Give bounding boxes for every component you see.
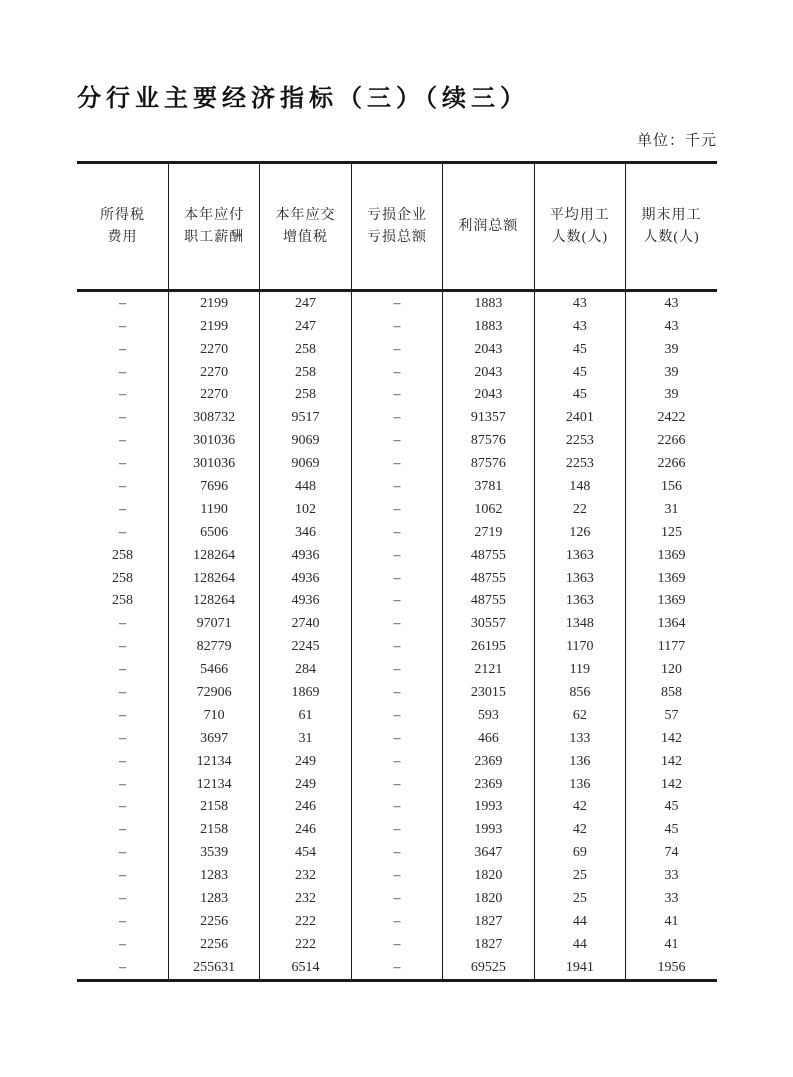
cell-income-tax-expense: – bbox=[118, 913, 126, 929]
cell-payable-vat: 6514 bbox=[260, 956, 351, 980]
cell-income-tax-expense: 258 bbox=[111, 593, 133, 609]
cell-average-employees: 25 bbox=[534, 865, 625, 888]
cell-payable-compensation: 1283 bbox=[168, 888, 259, 911]
table-row bbox=[77, 590, 717, 613]
cell-total-profit: 2121 bbox=[443, 659, 534, 682]
cell-loss-enterprise-total: – bbox=[351, 750, 442, 773]
page-title: 分行业主要经济指标（三）（续三） bbox=[77, 86, 529, 112]
cell-income-tax-expense: 258 bbox=[111, 570, 133, 586]
cell-payable-compensation: 82779 bbox=[168, 636, 259, 659]
cell-total-profit: 2043 bbox=[443, 338, 534, 361]
cell-payable-compensation: 128264 bbox=[168, 590, 259, 613]
cell-payable-vat: 222 bbox=[260, 910, 351, 933]
table-row bbox=[77, 498, 717, 521]
cell-payable-vat: 249 bbox=[260, 773, 351, 796]
cell-payable-vat: 1869 bbox=[260, 682, 351, 705]
cell-payable-vat: 232 bbox=[260, 865, 351, 888]
cell-end-period-employees: 39 bbox=[626, 338, 717, 361]
cell-end-period-employees: 1369 bbox=[626, 590, 717, 613]
cell-end-period-employees: 1364 bbox=[626, 613, 717, 636]
cell-end-period-employees: 41 bbox=[626, 933, 717, 956]
table-row bbox=[77, 291, 717, 315]
cell-payable-vat: 247 bbox=[260, 315, 351, 338]
table-row bbox=[77, 315, 717, 338]
cell-payable-vat: 246 bbox=[260, 819, 351, 842]
table-row bbox=[77, 842, 717, 865]
cell-average-employees: 136 bbox=[534, 750, 625, 773]
cell-loss-enterprise-total: – bbox=[351, 430, 442, 453]
cell-total-profit: 87576 bbox=[443, 430, 534, 453]
table-row bbox=[77, 613, 717, 636]
table-row bbox=[77, 773, 717, 796]
cell-total-profit: 23015 bbox=[443, 682, 534, 705]
table-row bbox=[77, 888, 717, 911]
cell-payable-vat: 249 bbox=[260, 750, 351, 773]
cell-end-period-employees: 2266 bbox=[626, 453, 717, 476]
cell-payable-compensation: 2199 bbox=[168, 315, 259, 338]
cell-payable-vat: 258 bbox=[260, 384, 351, 407]
cell-payable-compensation: 308732 bbox=[168, 407, 259, 430]
table-row bbox=[77, 727, 717, 750]
table-row bbox=[77, 636, 717, 659]
cell-loss-enterprise-total: – bbox=[351, 682, 442, 705]
cell-payable-vat: 258 bbox=[260, 361, 351, 384]
cell-end-period-employees: 142 bbox=[626, 750, 717, 773]
cell-loss-enterprise-total: – bbox=[351, 338, 442, 361]
table-row bbox=[77, 865, 717, 888]
cell-end-period-employees: 142 bbox=[626, 727, 717, 750]
cell-total-profit: 48755 bbox=[443, 590, 534, 613]
cell-average-employees: 43 bbox=[534, 315, 625, 338]
cell-end-period-employees: 1369 bbox=[626, 567, 717, 590]
cell-total-profit: 1993 bbox=[443, 796, 534, 819]
cell-payable-compensation: 128264 bbox=[168, 544, 259, 567]
cell-total-profit: 1062 bbox=[443, 498, 534, 521]
cell-income-tax-expense: – bbox=[118, 936, 126, 952]
cell-total-profit: 2369 bbox=[443, 773, 534, 796]
cell-loss-enterprise-total: – bbox=[351, 476, 442, 499]
table-row bbox=[77, 910, 717, 933]
cell-payable-compensation: 72906 bbox=[168, 682, 259, 705]
cell-end-period-employees: 43 bbox=[626, 315, 717, 338]
cell-end-period-employees: 858 bbox=[626, 682, 717, 705]
cell-payable-vat: 102 bbox=[260, 498, 351, 521]
cell-end-period-employees: 45 bbox=[626, 819, 717, 842]
cell-payable-vat: 247 bbox=[260, 291, 351, 315]
cell-income-tax-expense: – bbox=[118, 616, 126, 632]
cell-total-profit: 1883 bbox=[443, 291, 534, 315]
cell-loss-enterprise-total: – bbox=[351, 704, 442, 727]
cell-payable-vat: 4936 bbox=[260, 544, 351, 567]
cell-loss-enterprise-total: – bbox=[351, 842, 442, 865]
cell-total-profit: 87576 bbox=[443, 453, 534, 476]
cell-income-tax-expense: – bbox=[118, 776, 126, 792]
cell-average-employees: 44 bbox=[534, 910, 625, 933]
cell-loss-enterprise-total: – bbox=[351, 613, 442, 636]
cell-income-tax-expense: – bbox=[118, 890, 126, 906]
cell-total-profit: 3781 bbox=[443, 476, 534, 499]
cell-total-profit: 3647 bbox=[443, 842, 534, 865]
cell-payable-compensation: 2270 bbox=[168, 338, 259, 361]
cell-payable-vat: 4936 bbox=[260, 567, 351, 590]
cell-loss-enterprise-total: – bbox=[351, 773, 442, 796]
cell-payable-compensation: 128264 bbox=[168, 567, 259, 590]
cell-loss-enterprise-total: – bbox=[351, 498, 442, 521]
column-header: 利润总额 bbox=[443, 163, 534, 291]
cell-total-profit: 91357 bbox=[443, 407, 534, 430]
cell-payable-compensation: 2270 bbox=[168, 361, 259, 384]
cell-loss-enterprise-total: – bbox=[351, 956, 442, 980]
cell-payable-compensation: 7696 bbox=[168, 476, 259, 499]
cell-loss-enterprise-total: – bbox=[351, 590, 442, 613]
table-row bbox=[77, 750, 717, 773]
cell-average-employees: 25 bbox=[534, 888, 625, 911]
cell-loss-enterprise-total: – bbox=[351, 796, 442, 819]
indicators-table bbox=[77, 161, 717, 982]
cell-income-tax-expense: – bbox=[118, 295, 126, 311]
cell-loss-enterprise-total: – bbox=[351, 291, 442, 315]
cell-total-profit: 1827 bbox=[443, 933, 534, 956]
cell-payable-compensation: 2199 bbox=[168, 291, 259, 315]
cell-end-period-employees: 39 bbox=[626, 384, 717, 407]
table-row bbox=[77, 384, 717, 407]
cell-payable-vat: 9517 bbox=[260, 407, 351, 430]
cell-end-period-employees: 33 bbox=[626, 865, 717, 888]
cell-income-tax-expense: – bbox=[118, 684, 126, 700]
cell-average-employees: 42 bbox=[534, 796, 625, 819]
cell-payable-compensation: 6506 bbox=[168, 521, 259, 544]
cell-average-employees: 1170 bbox=[534, 636, 625, 659]
cell-end-period-employees: 33 bbox=[626, 888, 717, 911]
cell-average-employees: 62 bbox=[534, 704, 625, 727]
cell-payable-compensation: 255631 bbox=[168, 956, 259, 980]
cell-income-tax-expense: – bbox=[118, 730, 126, 746]
column-header: 期末用工 人数(人) bbox=[626, 163, 717, 291]
cell-payable-compensation: 2256 bbox=[168, 933, 259, 956]
cell-loss-enterprise-total: – bbox=[351, 521, 442, 544]
cell-payable-vat: 448 bbox=[260, 476, 351, 499]
cell-loss-enterprise-total: – bbox=[351, 567, 442, 590]
cell-payable-compensation: 5466 bbox=[168, 659, 259, 682]
cell-income-tax-expense: 258 bbox=[111, 547, 133, 563]
cell-payable-vat: 284 bbox=[260, 659, 351, 682]
cell-end-period-employees: 43 bbox=[626, 291, 717, 315]
cell-income-tax-expense: – bbox=[118, 959, 126, 975]
cell-total-profit: 1827 bbox=[443, 910, 534, 933]
column-header: 平均用工 人数(人) bbox=[534, 163, 625, 291]
cell-payable-compensation: 1283 bbox=[168, 865, 259, 888]
cell-total-profit: 48755 bbox=[443, 544, 534, 567]
cell-average-employees: 2253 bbox=[534, 453, 625, 476]
cell-income-tax-expense: – bbox=[118, 433, 126, 449]
cell-average-employees: 1363 bbox=[534, 590, 625, 613]
cell-payable-compensation: 12134 bbox=[168, 773, 259, 796]
cell-loss-enterprise-total: – bbox=[351, 865, 442, 888]
cell-loss-enterprise-total: – bbox=[351, 384, 442, 407]
cell-average-employees: 1363 bbox=[534, 567, 625, 590]
cell-average-employees: 856 bbox=[534, 682, 625, 705]
cell-income-tax-expense: – bbox=[118, 639, 126, 655]
cell-income-tax-expense: – bbox=[118, 868, 126, 884]
column-header: 本年应交 增值税 bbox=[260, 163, 351, 291]
cell-average-employees: 42 bbox=[534, 819, 625, 842]
cell-total-profit: 26195 bbox=[443, 636, 534, 659]
cell-average-employees: 45 bbox=[534, 338, 625, 361]
cell-loss-enterprise-total: – bbox=[351, 933, 442, 956]
cell-end-period-employees: 1369 bbox=[626, 544, 717, 567]
cell-end-period-employees: 142 bbox=[626, 773, 717, 796]
table-row bbox=[77, 956, 717, 980]
cell-loss-enterprise-total: – bbox=[351, 315, 442, 338]
cell-total-profit: 1820 bbox=[443, 865, 534, 888]
table-row bbox=[77, 476, 717, 499]
cell-income-tax-expense: – bbox=[118, 387, 126, 403]
cell-payable-compensation: 301036 bbox=[168, 430, 259, 453]
cell-end-period-employees: 1177 bbox=[626, 636, 717, 659]
cell-income-tax-expense: – bbox=[118, 410, 126, 426]
cell-average-employees: 45 bbox=[534, 384, 625, 407]
cell-end-period-employees: 57 bbox=[626, 704, 717, 727]
cell-income-tax-expense: – bbox=[118, 364, 126, 380]
cell-total-profit: 48755 bbox=[443, 567, 534, 590]
cell-payable-compensation: 2158 bbox=[168, 796, 259, 819]
cell-income-tax-expense: – bbox=[118, 524, 126, 540]
cell-payable-vat: 2245 bbox=[260, 636, 351, 659]
cell-end-period-employees: 156 bbox=[626, 476, 717, 499]
cell-total-profit: 1820 bbox=[443, 888, 534, 911]
cell-average-employees: 136 bbox=[534, 773, 625, 796]
cell-end-period-employees: 2422 bbox=[626, 407, 717, 430]
cell-income-tax-expense: – bbox=[118, 478, 126, 494]
cell-payable-vat: 232 bbox=[260, 888, 351, 911]
cell-end-period-employees: 74 bbox=[626, 842, 717, 865]
cell-end-period-employees: 120 bbox=[626, 659, 717, 682]
table-row bbox=[77, 704, 717, 727]
cell-income-tax-expense: – bbox=[118, 341, 126, 357]
cell-payable-vat: 222 bbox=[260, 933, 351, 956]
cell-total-profit: 593 bbox=[443, 704, 534, 727]
cell-end-period-employees: 1956 bbox=[626, 956, 717, 980]
table-body bbox=[77, 291, 717, 981]
cell-income-tax-expense: – bbox=[118, 662, 126, 678]
cell-average-employees: 2253 bbox=[534, 430, 625, 453]
cell-payable-vat: 454 bbox=[260, 842, 351, 865]
cell-payable-vat: 9069 bbox=[260, 453, 351, 476]
cell-income-tax-expense: – bbox=[118, 822, 126, 838]
cell-loss-enterprise-total: – bbox=[351, 636, 442, 659]
cell-loss-enterprise-total: – bbox=[351, 910, 442, 933]
cell-payable-vat: 258 bbox=[260, 338, 351, 361]
unit-label: 单位：千元 bbox=[636, 133, 717, 150]
cell-average-employees: 133 bbox=[534, 727, 625, 750]
cell-payable-compensation: 2270 bbox=[168, 384, 259, 407]
cell-payable-compensation: 301036 bbox=[168, 453, 259, 476]
table-row bbox=[77, 682, 717, 705]
cell-income-tax-expense: – bbox=[118, 501, 126, 517]
cell-average-employees: 44 bbox=[534, 933, 625, 956]
table-row bbox=[77, 567, 717, 590]
cell-total-profit: 2719 bbox=[443, 521, 534, 544]
cell-income-tax-expense: – bbox=[118, 799, 126, 815]
cell-average-employees: 1348 bbox=[534, 613, 625, 636]
cell-loss-enterprise-total: – bbox=[351, 453, 442, 476]
cell-income-tax-expense: – bbox=[118, 753, 126, 769]
cell-payable-vat: 346 bbox=[260, 521, 351, 544]
cell-payable-compensation: 2158 bbox=[168, 819, 259, 842]
table-row bbox=[77, 453, 717, 476]
cell-total-profit: 69525 bbox=[443, 956, 534, 980]
cell-end-period-employees: 125 bbox=[626, 521, 717, 544]
table-header-row bbox=[77, 163, 717, 291]
cell-payable-compensation: 12134 bbox=[168, 750, 259, 773]
cell-end-period-employees: 31 bbox=[626, 498, 717, 521]
cell-average-employees: 45 bbox=[534, 361, 625, 384]
table-row bbox=[77, 933, 717, 956]
table-header bbox=[77, 163, 717, 291]
cell-income-tax-expense: – bbox=[118, 456, 126, 472]
cell-total-profit: 2369 bbox=[443, 750, 534, 773]
cell-payable-vat: 31 bbox=[260, 727, 351, 750]
table-row bbox=[77, 819, 717, 842]
cell-payable-compensation: 97071 bbox=[168, 613, 259, 636]
cell-income-tax-expense: – bbox=[118, 707, 126, 723]
cell-payable-vat: 61 bbox=[260, 704, 351, 727]
column-header: 本年应付 职工薪酬 bbox=[168, 163, 259, 291]
cell-total-profit: 2043 bbox=[443, 361, 534, 384]
cell-total-profit: 2043 bbox=[443, 384, 534, 407]
table-row bbox=[77, 407, 717, 430]
cell-total-profit: 30557 bbox=[443, 613, 534, 636]
cell-payable-compensation: 710 bbox=[168, 704, 259, 727]
cell-payable-compensation: 3697 bbox=[168, 727, 259, 750]
cell-average-employees: 1363 bbox=[534, 544, 625, 567]
table-row bbox=[77, 659, 717, 682]
cell-total-profit: 1993 bbox=[443, 819, 534, 842]
cell-average-employees: 2401 bbox=[534, 407, 625, 430]
cell-end-period-employees: 41 bbox=[626, 910, 717, 933]
cell-loss-enterprise-total: – bbox=[351, 361, 442, 384]
cell-payable-compensation: 2256 bbox=[168, 910, 259, 933]
table-row bbox=[77, 544, 717, 567]
cell-total-profit: 1883 bbox=[443, 315, 534, 338]
cell-average-employees: 22 bbox=[534, 498, 625, 521]
cell-average-employees: 126 bbox=[534, 521, 625, 544]
cell-end-period-employees: 45 bbox=[626, 796, 717, 819]
cell-payable-compensation: 3539 bbox=[168, 842, 259, 865]
cell-payable-vat: 2740 bbox=[260, 613, 351, 636]
cell-income-tax-expense: – bbox=[118, 318, 126, 334]
cell-payable-compensation: 1190 bbox=[168, 498, 259, 521]
cell-average-employees: 1941 bbox=[534, 956, 625, 980]
column-header: 所得税 费用 bbox=[77, 163, 168, 291]
cell-loss-enterprise-total: – bbox=[351, 888, 442, 911]
cell-loss-enterprise-total: – bbox=[351, 659, 442, 682]
column-header: 亏损企业 亏损总额 bbox=[351, 163, 442, 291]
cell-payable-vat: 9069 bbox=[260, 430, 351, 453]
table-row bbox=[77, 796, 717, 819]
cell-total-profit: 466 bbox=[443, 727, 534, 750]
cell-loss-enterprise-total: – bbox=[351, 819, 442, 842]
table-row bbox=[77, 521, 717, 544]
cell-average-employees: 69 bbox=[534, 842, 625, 865]
cell-average-employees: 148 bbox=[534, 476, 625, 499]
cell-loss-enterprise-total: – bbox=[351, 727, 442, 750]
table-row bbox=[77, 338, 717, 361]
cell-loss-enterprise-total: – bbox=[351, 544, 442, 567]
cell-end-period-employees: 2266 bbox=[626, 430, 717, 453]
cell-payable-vat: 4936 bbox=[260, 590, 351, 613]
table-row bbox=[77, 430, 717, 453]
cell-loss-enterprise-total: – bbox=[351, 407, 442, 430]
cell-average-employees: 43 bbox=[534, 291, 625, 315]
cell-average-employees: 119 bbox=[534, 659, 625, 682]
cell-payable-vat: 246 bbox=[260, 796, 351, 819]
cell-income-tax-expense: – bbox=[118, 845, 126, 861]
table-row bbox=[77, 361, 717, 384]
cell-end-period-employees: 39 bbox=[626, 361, 717, 384]
